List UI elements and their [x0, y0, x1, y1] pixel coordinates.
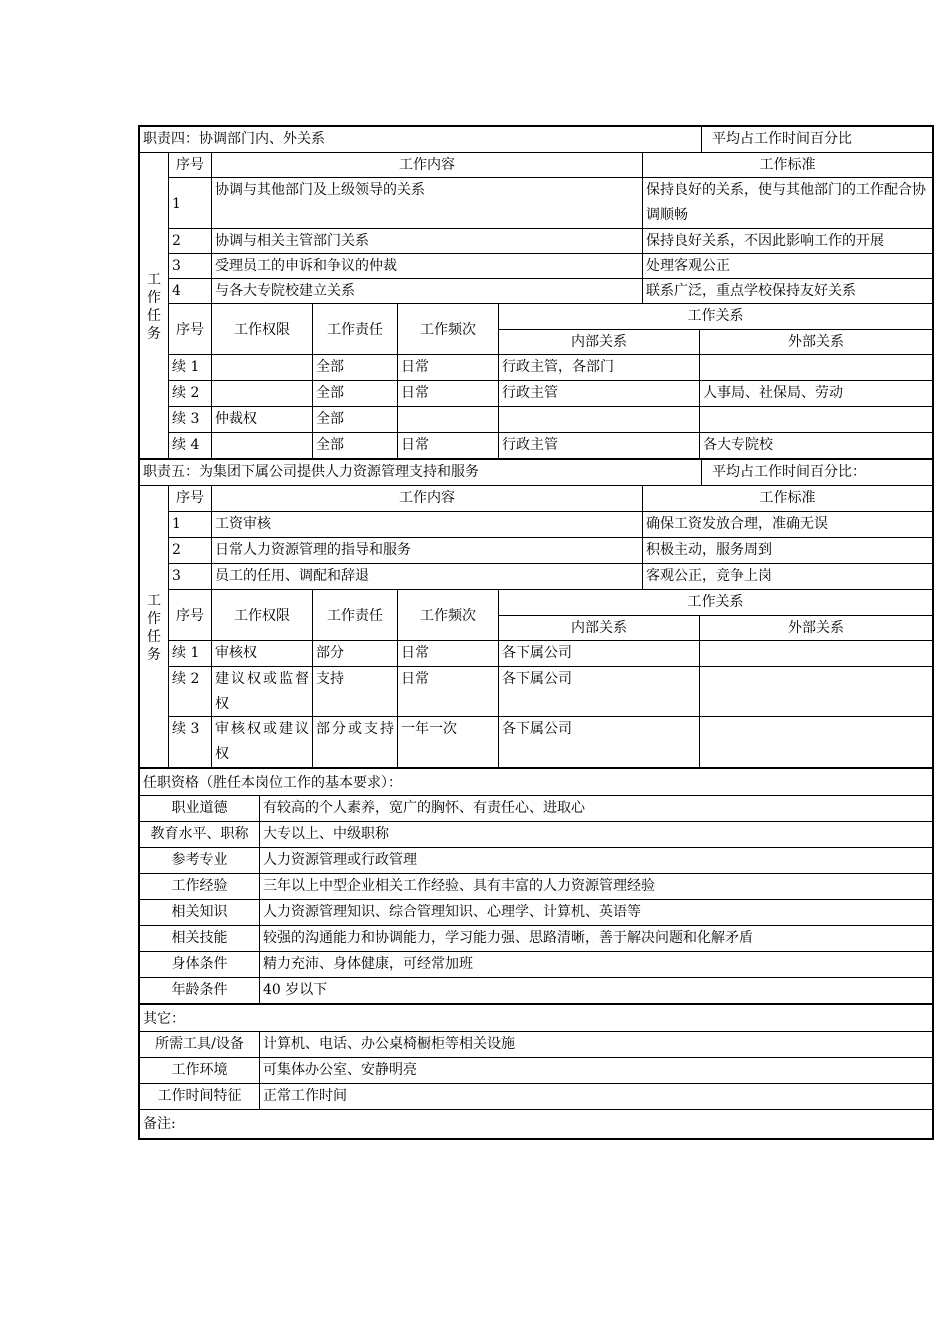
duty4-h2-external: 外部关系 [699, 329, 933, 355]
duty4-row-no: 续 4 [168, 432, 212, 459]
qualification-value: 人力资源管理或行政管理 [259, 847, 933, 874]
duty4-row-frequency [397, 406, 499, 433]
duty4-task-content: 协调与相关主管部门关系 [211, 228, 643, 254]
duty4-title: 职责四：协调部门内、外关系 [139, 126, 702, 153]
duty4-h2-internal: 内部关系 [498, 329, 700, 355]
duty5-row-authority: 审核权 [211, 640, 313, 667]
duty4-time-label: 平均占工作时间百分比 [701, 126, 933, 153]
others-value: 计算机、电话、办公桌椅橱柜等相关设施 [259, 1031, 933, 1058]
duty5-header-no: 序号 [168, 485, 212, 512]
duty5-row-internal: 各下属公司 [498, 640, 700, 667]
duty5-row-external [699, 666, 933, 717]
duty5-row-responsibility: 部分或支持 [312, 716, 398, 768]
duty4-row-no: 续 1 [168, 354, 212, 381]
duty4-row-responsibility: 全部 [312, 406, 398, 433]
duty5-row-no: 续 2 [168, 666, 212, 717]
duty4-task-no: 1 [168, 177, 212, 229]
duty4-row-authority [211, 432, 313, 459]
duty5-h2-external: 外部关系 [699, 615, 933, 641]
qualification-label: 身体条件 [139, 951, 260, 978]
duty4-task-no: 2 [168, 228, 212, 254]
others-label: 所需工具/设备 [139, 1031, 260, 1058]
duty4-row-frequency: 日常 [397, 380, 499, 407]
duty5-row-external [699, 716, 933, 768]
duty5-header-standard: 工作标准 [642, 485, 933, 512]
duty4-row-internal: 行政主管 [498, 380, 700, 407]
duty4-h2-responsibility: 工作责任 [312, 303, 398, 355]
qualification-value: 人力资源管理知识、综合管理知识、心理学、计算机、英语等 [259, 899, 933, 926]
duty5-row-responsibility: 支持 [312, 666, 398, 717]
duty5-task-no: 3 [168, 563, 212, 590]
duty4-h2-no: 序号 [168, 303, 212, 355]
qualifications-title: 任职资格（胜任本岗位工作的基本要求）： [139, 768, 933, 796]
duty5-row-no: 续 1 [168, 640, 212, 667]
duty4-row-no: 续 3 [168, 406, 212, 433]
qualification-value: 三年以上中型企业相关工作经验、具有丰富的人力资源管理经验 [259, 873, 933, 900]
duty4-row-external: 各大专院校 [699, 432, 933, 459]
duty4-row-frequency: 日常 [397, 354, 499, 381]
duty4-row-authority: 仲裁权 [211, 406, 313, 433]
others-value: 可集体办公室、安静明亮 [259, 1057, 933, 1084]
duty5-title: 职责五：为集团下属公司提供人力资源管理支持和服务 [139, 459, 702, 486]
duty4-header-content: 工作内容 [211, 152, 643, 178]
others-label: 工作时间特征 [139, 1083, 260, 1110]
duty5-row-authority: 建议权或监督权 [211, 666, 313, 717]
others-label: 工作环境 [139, 1057, 260, 1084]
duty5-h2-frequency: 工作频次 [397, 589, 499, 641]
qualification-value: 大专以上、中级职称 [259, 821, 933, 848]
duty5-row-frequency: 日常 [397, 666, 499, 717]
duty5-h2-no: 序号 [168, 589, 212, 641]
duty4-row-internal: 行政主管 [498, 432, 700, 459]
duty4-row-responsibility: 全部 [312, 432, 398, 459]
duty5-row-no: 续 3 [168, 716, 212, 768]
duty5-row-external [699, 640, 933, 667]
qualification-label: 职业道德 [139, 795, 260, 822]
duty5-row-frequency: 日常 [397, 640, 499, 667]
duty4-row-frequency: 日常 [397, 432, 499, 459]
qualification-label: 教育水平、职称 [139, 821, 260, 848]
duty4-task-no: 4 [168, 278, 212, 304]
duty5-row-internal: 各下属公司 [498, 716, 700, 768]
duty4-row-internal: 行政主管，各部门 [498, 354, 700, 381]
duty4-task-standard: 联系广泛，重点学校保持友好关系 [642, 278, 933, 304]
duty5-row-frequency: 一年一次 [397, 716, 499, 768]
duty4-header-no: 序号 [168, 152, 212, 178]
qualification-label: 年龄条件 [139, 977, 260, 1004]
duty4-row-authority [211, 354, 313, 381]
qualification-value: 40 岁以下 [259, 977, 933, 1004]
duty4-h2-authority: 工作权限 [211, 303, 313, 355]
duty5-task-content: 日常人力资源管理的指导和服务 [211, 537, 643, 564]
duty4-task-standard: 保持良好的关系，使与其他部门的工作配合协调顺畅 [642, 177, 933, 229]
duty4-row-external [699, 406, 933, 433]
duty4-task-standard: 保持良好关系，不因此影响工作的开展 [642, 228, 933, 254]
duty4-side-label: 工 作 任 务 [139, 152, 169, 459]
duty5-h2-internal: 内部关系 [498, 615, 700, 641]
duty4-task-content: 与各大专院校建立关系 [211, 278, 643, 304]
duty4-task-content: 受理员工的申诉和争议的仲裁 [211, 253, 643, 279]
duty4-task-standard: 处理客观公正 [642, 253, 933, 279]
duty4-row-responsibility: 全部 [312, 354, 398, 381]
qualification-label: 相关知识 [139, 899, 260, 926]
duty4-row-external [699, 354, 933, 381]
duty5-h2-authority: 工作权限 [211, 589, 313, 641]
duty4-task-content: 协调与其他部门及上级领导的关系 [211, 177, 643, 229]
others-value: 正常工作时间 [259, 1083, 933, 1110]
duty5-row-internal: 各下属公司 [498, 666, 700, 717]
duty5-task-content: 工资审核 [211, 511, 643, 538]
duty5-task-content: 员工的任用、调配和辞退 [211, 563, 643, 590]
duty5-task-no: 1 [168, 511, 212, 538]
qualification-value: 精力充沛、身体健康，可经常加班 [259, 951, 933, 978]
duty4-row-authority [211, 380, 313, 407]
others-title: 其它： [139, 1004, 933, 1032]
qualification-value: 有较高的个人素养，宽广的胸怀、有责任心、进取心 [259, 795, 933, 822]
duty4-h2-relations: 工作关系 [498, 303, 933, 330]
duty5-header-content: 工作内容 [211, 485, 643, 512]
duty5-row-authority: 审核权或建议权 [211, 716, 313, 768]
qualification-value: 较强的沟通能力和协调能力，学习能力强、思路清晰，善于解决问题和化解矛盾 [259, 925, 933, 952]
duty4-task-no: 3 [168, 253, 212, 279]
duty5-h2-relations: 工作关系 [498, 589, 933, 616]
remarks: 备注: [139, 1109, 933, 1139]
qualification-label: 相关技能 [139, 925, 260, 952]
duty5-task-standard: 确保工资发放合理，准确无误 [642, 511, 933, 538]
duty4-row-external: 人事局、社保局、劳动 [699, 380, 933, 407]
duty5-time-label: 平均占工作时间百分比： [701, 459, 933, 486]
duty4-row-no: 续 2 [168, 380, 212, 407]
duty5-h2-responsibility: 工作责任 [312, 589, 398, 641]
duty4-h2-frequency: 工作频次 [397, 303, 499, 355]
duty5-task-standard: 客观公正，竞争上岗 [642, 563, 933, 590]
qualification-label: 工作经验 [139, 873, 260, 900]
duty5-task-no: 2 [168, 537, 212, 564]
duty5-row-responsibility: 部分 [312, 640, 398, 667]
duty4-header-standard: 工作标准 [642, 152, 933, 178]
duty5-side-label: 工 作 任 务 [139, 485, 169, 768]
duty4-row-internal [498, 406, 700, 433]
duty4-row-responsibility: 全部 [312, 380, 398, 407]
qualification-label: 参考专业 [139, 847, 260, 874]
duty5-task-standard: 积极主动，服务周到 [642, 537, 933, 564]
